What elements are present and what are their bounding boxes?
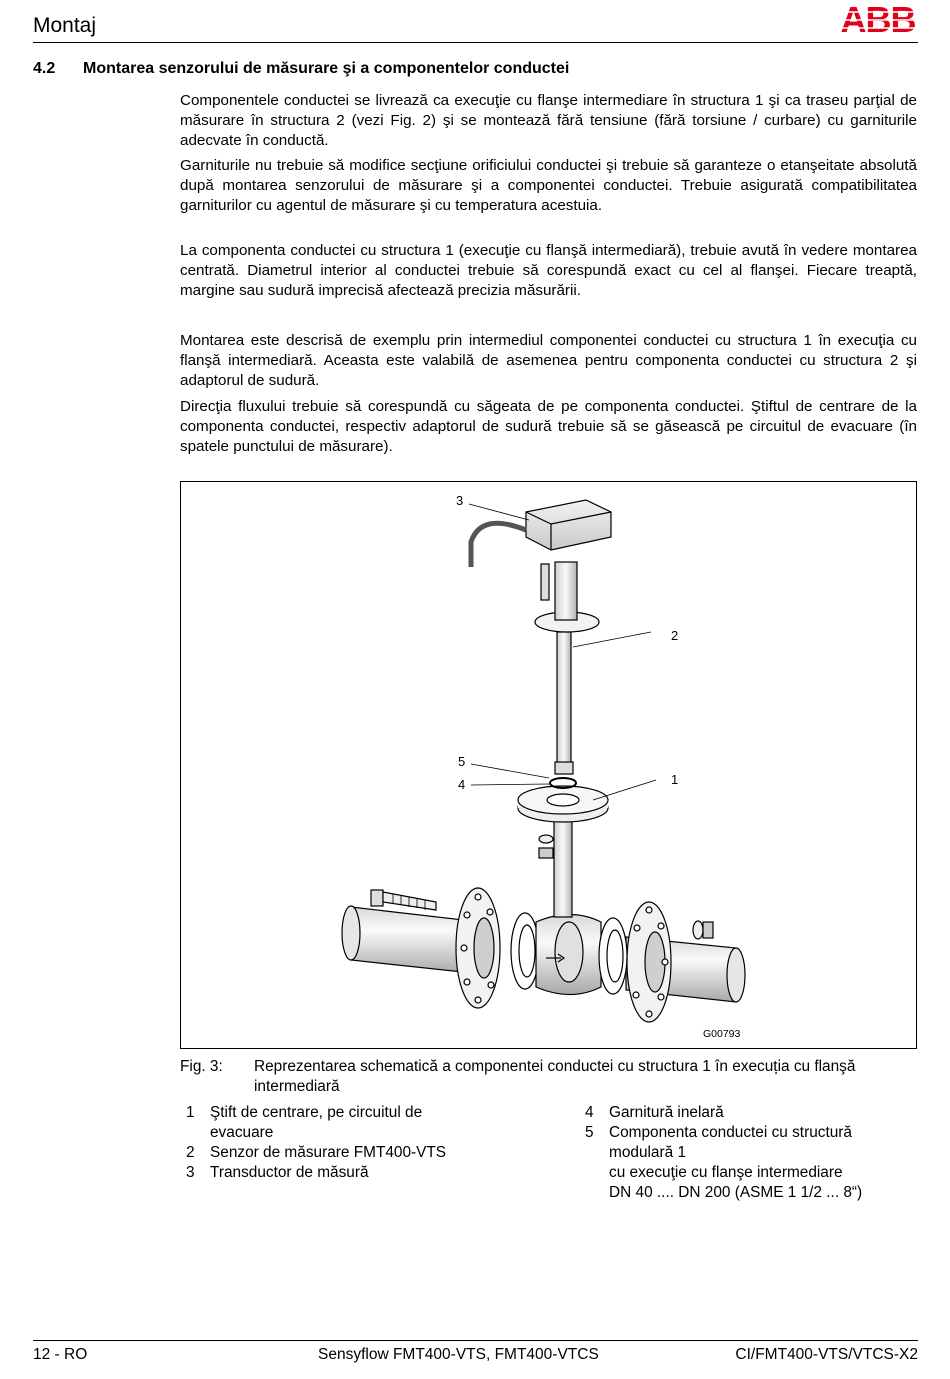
section-title: Montarea senzorului de măsurare şi a componentelor conductei bbox=[83, 60, 570, 77]
section-heading bbox=[33, 60, 569, 78]
callout-3: 3 bbox=[456, 493, 464, 508]
legend-item-2: 2 Senzor de măsurare FMT400-VTS bbox=[186, 1144, 447, 1161]
page-header-title: Montaj bbox=[33, 14, 97, 37]
caption-text: Reprezentarea schematică a componentei conductei cu structura 1 în execuția cu flanşă intermediară bbox=[254, 1058, 856, 1095]
figure-code: G00793 bbox=[703, 1028, 741, 1040]
caption-label: Fig. 3: bbox=[180, 1058, 223, 1075]
paragraph-3: La componenta conductei cu structura 1 (execuţie cu flanşă intermediară), trebuie avută în vedere montarea centrată. Diametrul interior al conductei trebuie să corespundă exact cu cel al flanşei. Fiecare treaptă, margine sau sudură imprecisă afectează precizia măsurării. bbox=[180, 242, 917, 300]
section-number: 4.2 bbox=[33, 60, 56, 77]
legend-item-5-cont-1: modulară 1 bbox=[609, 1144, 686, 1161]
svg-text:ABB: ABB bbox=[840, 4, 916, 36]
abb-logo bbox=[838, 4, 918, 36]
paragraph-1: Componentele conductei se livrează ca execuţie cu flanşe intermediare în structura 1 şi ca traseu parţial de măsurare în structura 2 (vezi Fig. 2) şi se montează fără tensiune (fără torsiune / curbare) cu garniturile adecvate în conductă. bbox=[180, 92, 917, 150]
legend-item-1: 1 Ştift de centrare, pe circuitul de bbox=[186, 1104, 423, 1121]
legend-item-3: 3 Transductor de măsură bbox=[186, 1164, 369, 1181]
footer-doc-id: CI/FMT400-VTS/VTCS-X2 bbox=[735, 1346, 918, 1363]
header-rule bbox=[33, 42, 918, 43]
legend-item-5-cont-2: cu execuţie cu flanşe intermediare bbox=[609, 1164, 843, 1181]
pipe-assembly-drawing bbox=[181, 482, 916, 1048]
callout-2: 2 bbox=[671, 628, 679, 643]
callout-4: 4 bbox=[458, 777, 466, 792]
footer-product: Sensyflow FMT400-VTS, FMT400-VTCS bbox=[318, 1346, 599, 1363]
paragraph-5: Direcţia fluxului trebuie să corespundă cu săgeata de pe componenta conductei. Ştiftul de centrare de la componenta conductei, respectiv adaptorul de sudură trebuie să se găsească pe circuitul de evacuare (în spatele punctului de măsurare). bbox=[180, 398, 917, 456]
legend-item-5: 5 Componenta conductei cu structură bbox=[585, 1124, 852, 1141]
legend-item-4: 4 Garnitură inelară bbox=[585, 1104, 724, 1121]
paragraph-2: Garniturile nu trebuie să modifice secţiune orificiului conductei şi trebuie să garanteze o etanşeitate absolută după montarea senzorului de măsurare şi a componentei conductei. Trebuie asigurată compatibilitatea garniturilor cu agentul de măsurare şi cu temperatura acestuia. bbox=[180, 157, 917, 215]
legend-item-5-cont-3: DN 40 .... DN 200 (ASME 1 1/2 ... 8“) bbox=[609, 1184, 863, 1201]
callout-5: 5 bbox=[458, 754, 466, 769]
legend-item-1-cont: evacuare bbox=[210, 1124, 274, 1141]
footer-page-number: 12 - RO bbox=[33, 1346, 88, 1363]
footer-rule bbox=[33, 1340, 918, 1341]
figure-frame bbox=[180, 481, 917, 1049]
callout-1: 1 bbox=[671, 772, 679, 787]
paragraph-4: Montarea este descrisă de exemplu prin intermediul componentei conductei cu structura 1 în execuţia cu flanşă intermediară. Aceasta este valabilă de asemenea pentru componenta conductei cu structura 2 şi adaptorul de sudură. bbox=[180, 332, 917, 390]
